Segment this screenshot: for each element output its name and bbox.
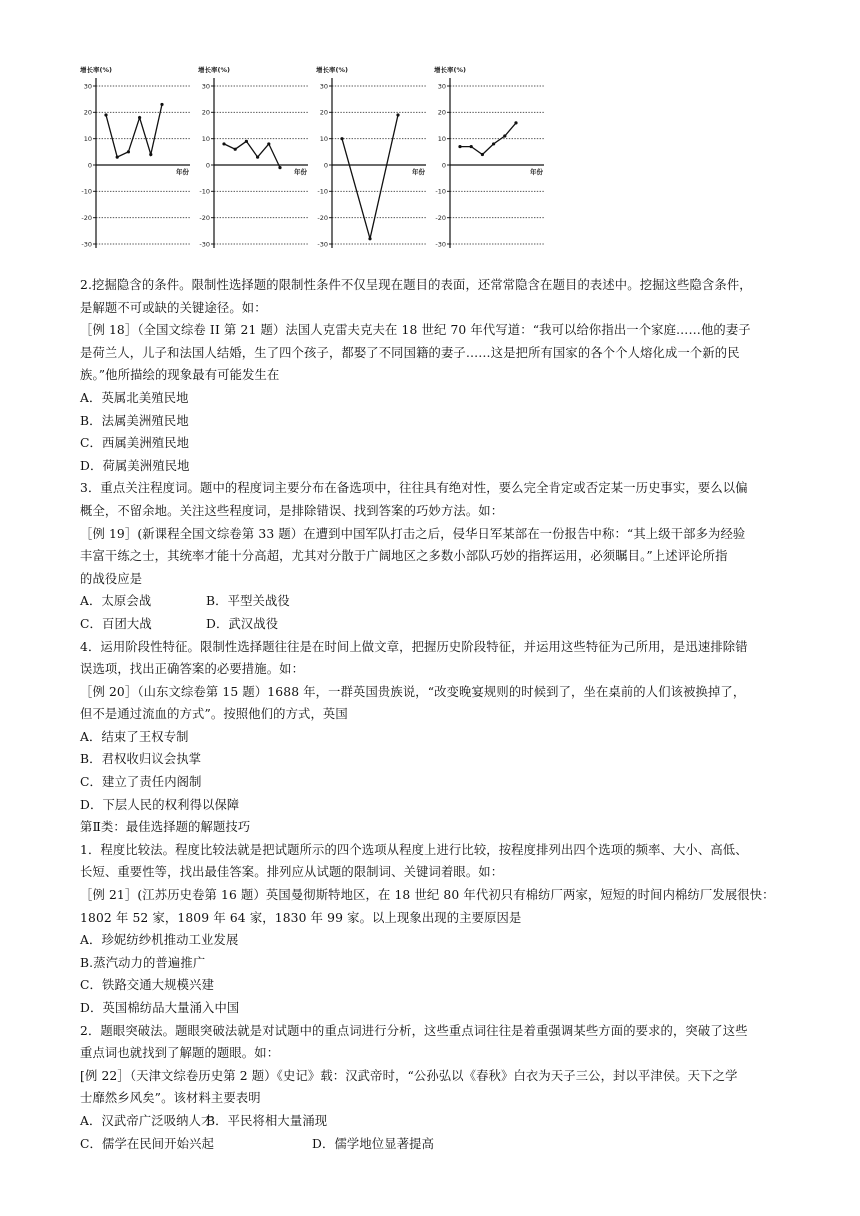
y-tick-label: 10: [319, 134, 328, 143]
growth-rate-charts: [78, 58, 543, 258]
data-point: [396, 113, 399, 116]
text-line: A．珍妮纺纱机推动工业发展: [80, 933, 239, 948]
data-point: [458, 145, 461, 148]
text-line: 是解题不可或缺的关键途径。如：: [80, 300, 267, 315]
y-axis-label: 增长率(%): [316, 66, 348, 74]
y-axis-label: 增长率(%): [198, 66, 230, 74]
text-line: 1．程度比较法。程度比较法就是把试题所示的四个选项从程度上进行比较，按程度排列出四个选项的频率、大小、高低、: [80, 842, 748, 857]
text-line: 2．题眼突破法。题眼突破法就是对试题中的重点词进行分析，这些重点词往往是着重强调某些方面的要求的，突破了这些: [80, 1023, 748, 1038]
option-text: A．汉武帝广泛吸纳人才: [80, 1113, 214, 1128]
y-tick-label: -30: [435, 240, 446, 249]
text-line: 是荷兰人，儿子和法国人结婚，生了四个孩子，都娶了不同国籍的妻子……这是把所有国家的各个个人熔化成一个新的民: [80, 345, 740, 360]
data-point: [368, 237, 371, 240]
text-line: D．荷属美洲殖民地: [80, 458, 190, 473]
text-line: ［例 21］(江苏历史卷第 16 题）英国曼彻斯特地区，在 18 世纪 80 年代初只有棉纺厂两家，短短的时间内棉纺厂发展很快：: [80, 888, 775, 903]
y-tick-label: -20: [199, 213, 210, 222]
option-text: D．武汉战役: [206, 616, 279, 631]
text-line: B.蒸汽动力的普遍推广: [80, 955, 206, 970]
option-text: B．平型关战役: [206, 594, 290, 609]
data-point: [256, 156, 259, 159]
text-line: 误选项，找出正确答案的必要措施。如：: [80, 662, 305, 677]
chart-svg: [432, 58, 547, 256]
option-row: [80, 1110, 786, 1133]
data-point: [340, 137, 343, 140]
data-point: [514, 121, 517, 124]
data-point: [222, 142, 225, 145]
y-tick-label: -20: [317, 213, 328, 222]
text-line: 但不是通过流血的方式”。按照他们的方式，英国: [80, 707, 348, 722]
data-point: [481, 153, 484, 156]
growth-chart-2: [196, 58, 311, 256]
option-row: [80, 1133, 786, 1156]
growth-chart-3: [314, 58, 429, 256]
series-line: [460, 123, 516, 155]
y-tick-label: -20: [435, 213, 446, 222]
y-tick-label: -30: [199, 240, 210, 249]
x-axis-label: 年份: [412, 168, 425, 176]
data-point: [104, 113, 107, 116]
option-row: [80, 613, 786, 636]
y-tick-label: 0: [87, 161, 92, 170]
text-line: 4．运用阶段性特征。限制性选择题往往是在时间上做文章，把握历史阶段特征，并运用这些特征为己所用，是迅速排除错: [80, 639, 748, 654]
option-text: B．平民将相大量涌现: [206, 1113, 328, 1128]
data-point: [470, 145, 473, 148]
text-line: B．法属美洲殖民地: [80, 413, 189, 428]
series-line: [106, 104, 162, 157]
option-text: D．儒学地位显著提高: [312, 1136, 435, 1151]
y-tick-label: 10: [437, 134, 446, 143]
growth-chart-4: [432, 58, 547, 256]
text-line: 丰富干练之士，其统率才能十分高超，尤其对分散于广阔地区之多数小部队巧妙的指挥运用，必须瞩目。”上述评论所指: [80, 549, 728, 564]
y-tick-label: 20: [201, 108, 210, 117]
series-line: [224, 141, 280, 167]
text-line: 族。”他所描绘的现象最有可能发生在: [80, 368, 280, 383]
text-line: A．英属北美殖民地: [80, 390, 189, 405]
y-tick-label: 30: [201, 82, 210, 91]
text-line: C．西属美洲殖民地: [80, 436, 190, 451]
text-line: B．君权收归议会执掌: [80, 752, 202, 767]
chart-svg: [314, 58, 429, 256]
option-text: C．百团大战: [80, 616, 152, 631]
text-line: 概全，不留余地。关注这些程度词，是排除错误、找到答案的巧妙方法。如：: [80, 503, 504, 518]
y-tick-label: 30: [437, 82, 446, 91]
data-point: [160, 103, 163, 106]
y-tick-label: -30: [81, 240, 92, 249]
data-point: [492, 142, 495, 145]
chart-svg: [78, 58, 193, 256]
y-axis-label: 增长率(%): [80, 66, 112, 74]
y-tick-label: 10: [83, 134, 92, 143]
data-point: [149, 153, 152, 156]
text-line: 长短、重要性等，找出最佳答案。排列应从试题的限制词、关键词着眼。如：: [80, 865, 504, 880]
text-line: 士靡然乡风矣”。该材料主要表明: [80, 1091, 261, 1106]
y-tick-label: -20: [81, 213, 92, 222]
x-axis-label: 年份: [294, 168, 307, 176]
y-tick-label: 30: [319, 82, 328, 91]
data-point: [234, 148, 237, 151]
data-point: [278, 166, 281, 169]
series-line: [342, 115, 398, 239]
text-line: C．建立了责任内阁制: [80, 775, 202, 790]
text-line: D．英国棉纺品大量涌入中国: [80, 1001, 240, 1015]
y-tick-label: -10: [81, 187, 92, 196]
y-tick-label: 20: [83, 108, 92, 117]
text-line: C．铁路交通大规模兴建: [80, 978, 215, 993]
y-tick-label: -10: [435, 187, 446, 196]
growth-chart-1: [78, 58, 193, 256]
text-line: 2.挖掘隐含的条件。限制性选择题的限制性条件不仅呈现在题目的表面，还常常隐含在题目的表述中。挖掘这些隐含条件，: [80, 278, 752, 292]
y-tick-label: 10: [201, 134, 210, 143]
y-tick-label: 30: [83, 82, 92, 91]
option-row: [80, 590, 786, 613]
data-point: [138, 116, 141, 119]
data-point: [267, 142, 270, 145]
text-line: [例 22］（天津文综卷历史第 2 题）《史记》载：汉武帝时，“公孙弘以《春秋》白衣为天子三公，封以平津侯。天下之学: [80, 1068, 738, 1083]
text-line: ［例 20］（山东文综卷第 15 题）1688 年，一群英国贵族说，“改变晚宴规则的时候到了，坐在桌前的人们该被换掉了，: [80, 684, 746, 699]
text-line: 3．重点关注程度词。题中的程度词主要分布在备选项中，往往具有绝对性，要么完全肯定或否定某一历史事实，要么以偏: [80, 481, 748, 496]
data-point: [503, 134, 506, 137]
data-point: [127, 150, 130, 153]
option-text: A．太原会战: [80, 594, 152, 609]
y-tick-label: 20: [319, 108, 328, 117]
text-line: A．结束了王权专制: [80, 729, 189, 744]
data-point: [245, 140, 248, 143]
y-tick-label: 0: [441, 161, 446, 170]
text-line: D．下层人民的权利得以保障: [80, 797, 240, 812]
x-axis-label: 年份: [176, 168, 189, 176]
y-tick-label: 20: [437, 108, 446, 117]
y-axis-label: 增长率(%): [434, 66, 466, 74]
option-text: C．儒学在民间开始兴起: [80, 1136, 215, 1151]
document-body: [80, 274, 786, 1155]
text-line: 1802 年 52 家，1809 年 64 家，1830 年 99 家。以上现象出现的主要原因是: [80, 910, 522, 925]
x-axis-label: 年份: [530, 168, 543, 176]
chart-svg: [196, 58, 311, 256]
text-line: 重点词也就找到了解题的题眼。如：: [80, 1046, 280, 1061]
text-line: 第Ⅱ类：最佳选择题的解题技巧: [80, 820, 251, 835]
y-tick-label: 0: [323, 161, 328, 170]
text-line: 的战役应是: [80, 571, 143, 586]
data-point: [116, 156, 119, 159]
text-line: ［例 18］（全国文综卷 II 第 21 题）法国人克雷夫克夫在 18 世纪 70 年代写道：“我可以给你指出一个家庭……他的妻子: [80, 323, 751, 338]
y-tick-label: -10: [317, 187, 328, 196]
y-tick-label: 0: [205, 161, 210, 170]
y-tick-label: -30: [317, 240, 328, 249]
text-line: ［例 19］(新课程全国文综卷第 33 题）在遭到中国军队打击之后，侵华日军某部在一份报告中称：“其上级干部多为经验: [80, 526, 746, 541]
y-tick-label: -10: [199, 187, 210, 196]
